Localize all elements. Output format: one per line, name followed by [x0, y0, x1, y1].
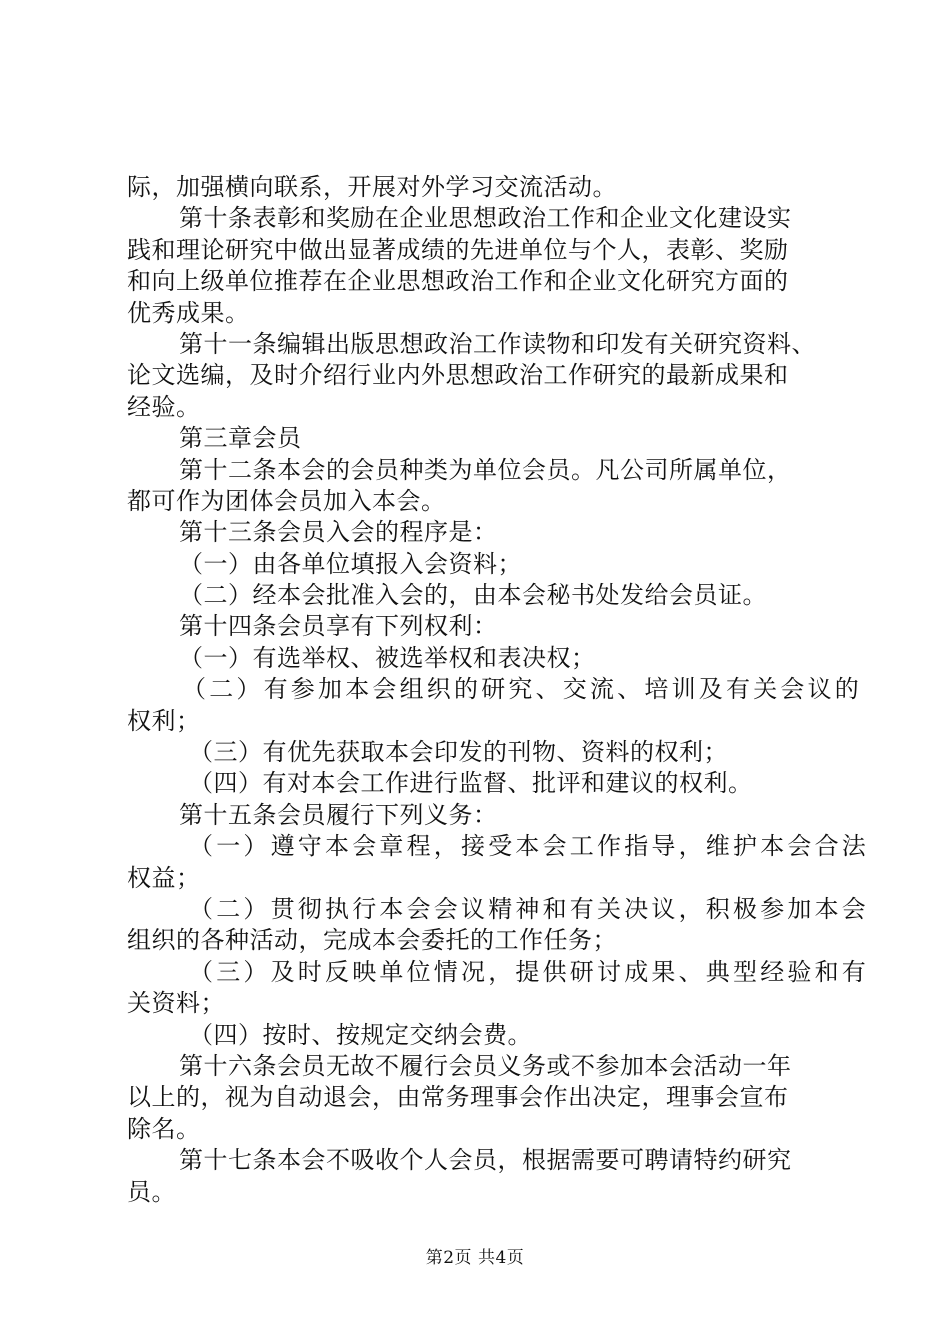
text-line: （三）及时反映单位情况，提供研讨成果、典型经验和有	[189, 957, 869, 986]
text-line: （一）有选举权、被选举权和表决权；	[179, 643, 596, 672]
text-line: 第十条表彰和奖励在企业思想政治工作和企业文化建设实	[179, 204, 792, 233]
text-line: 第十五条会员履行下列义务：	[179, 800, 498, 829]
text-line: （二）贯彻执行本会会议精神和有关决议，积极参加本会	[189, 894, 869, 923]
text-line: 员。	[127, 1177, 176, 1206]
text-line: 第十四条会员享有下列权利：	[179, 612, 498, 641]
text-line: 除名。	[127, 1114, 201, 1143]
text-line: 第十三条会员入会的程序是：	[179, 518, 498, 547]
text-line: 论文选编，及时介绍行业内外思想政治工作研究的最新成果和	[127, 361, 789, 390]
text-line: （四）有对本会工作进行监督、批评和建议的权利。	[189, 769, 753, 798]
text-line: （一）遵守本会章程，接受本会工作指导，维护本会合法	[189, 832, 869, 861]
text-line: 优秀成果。	[127, 298, 250, 327]
document-body	[127, 172, 869, 1208]
text-line: 关资料；	[127, 989, 225, 1018]
text-line: 际，加强横向联系，开展对外学习交流活动。	[127, 173, 617, 201]
text-line: （三）有优先获取本会印发的刊物、资料的权利；	[189, 738, 728, 767]
text-line: 组织的各种活动，完成本会委托的工作任务；	[127, 926, 617, 955]
text-line: 权益；	[127, 863, 201, 892]
text-line: 和向上级单位推荐在企业思想政治工作和企业文化研究方面的	[127, 267, 789, 296]
text-line: （四）按时、按规定交纳会费。	[189, 1020, 532, 1049]
page-number: 第2页 共4页	[425, 1248, 525, 1268]
chapter-heading: 第三章会员	[179, 424, 302, 453]
text-line: 第十七条本会不吸收个人会员，根据需要可聘请特约研究	[179, 1146, 792, 1175]
text-line: 以上的，视为自动退会，由常务理事会作出决定，理事会宣布	[127, 1083, 789, 1112]
text-line: 经验。	[127, 392, 201, 421]
text-line: 第十二条本会的会员种类为单位会员。凡公司所属单位，	[179, 455, 792, 484]
text-line: （一）由各单位填报入会资料；	[179, 549, 522, 578]
text-line: 第十一条编辑出版思想政治工作读物和印发有关研究资料、	[179, 329, 816, 358]
text-line: 权利；	[127, 706, 201, 735]
text-line: 践和理论研究中做出显著成绩的先进单位与个人，表彰、奖励	[127, 235, 789, 264]
text-line: 都可作为团体会员加入本会。	[127, 486, 446, 515]
text-line: （二）有参加本会组织的研究、交流、培训及有关会议的	[182, 675, 862, 704]
text-line: 第十六条会员无故不履行会员义务或不参加本会活动一年	[179, 1051, 792, 1080]
text-line: （二）经本会批准入会的，由本会秘书处发给会员证。	[179, 581, 767, 610]
